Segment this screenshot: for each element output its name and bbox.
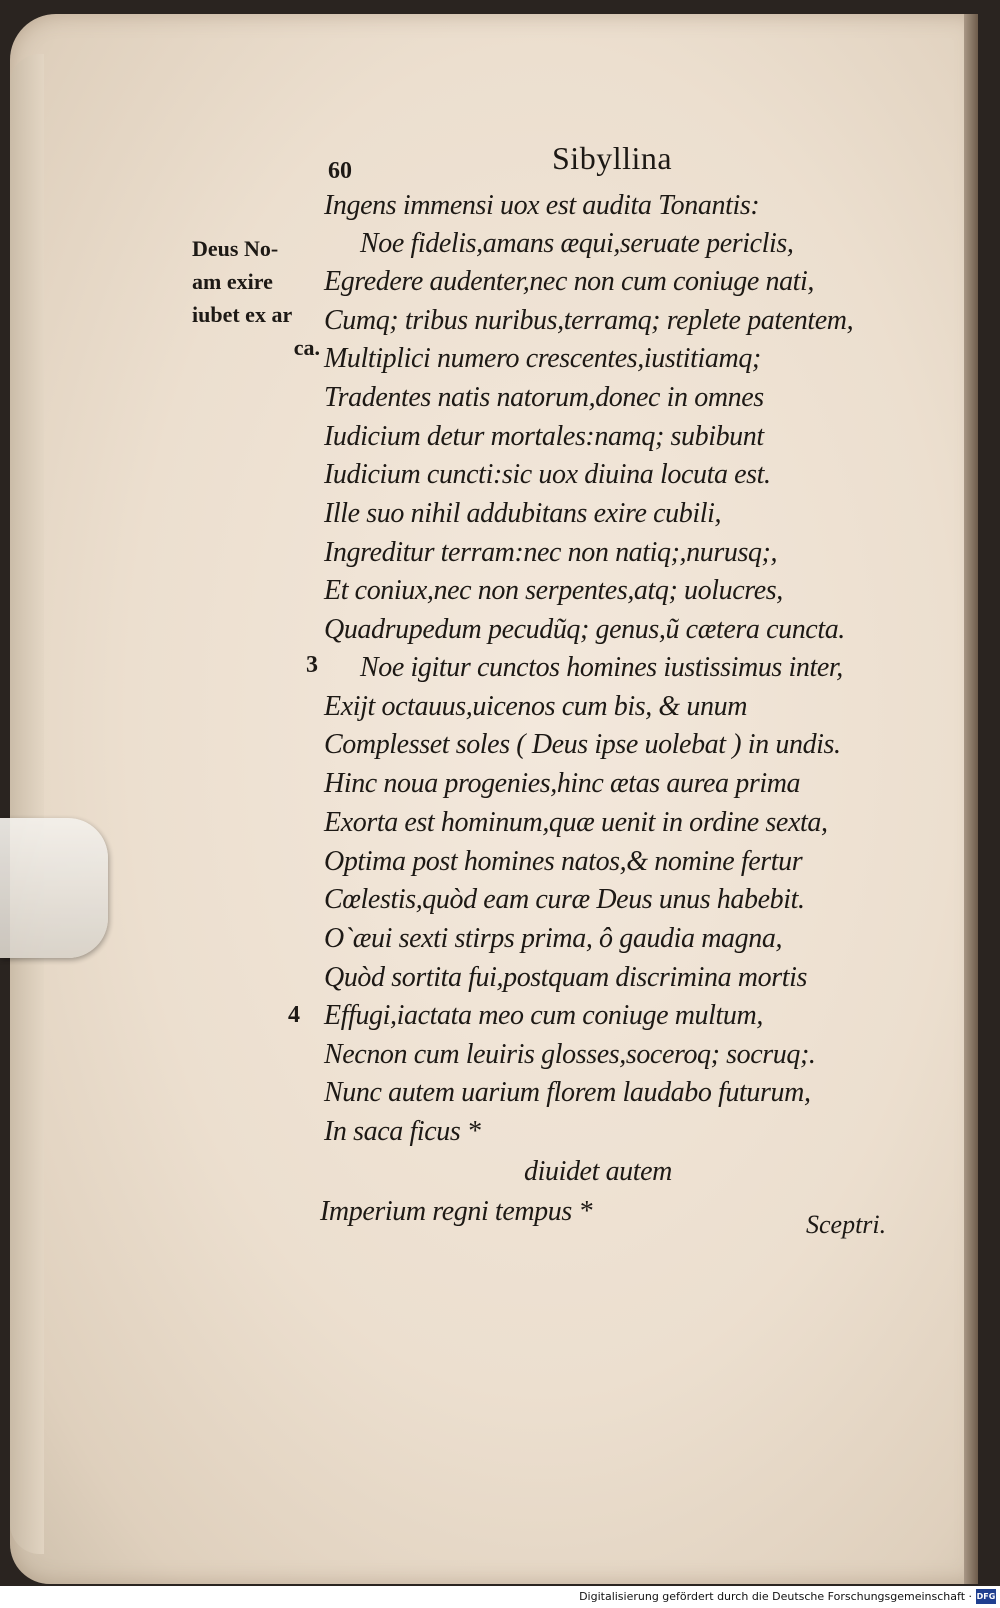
footer-credit: Digitalisierung gefördert durch die Deutsche Forschungsgemeinschaft · [579, 1590, 972, 1603]
text-line: Egredere audenter,nec non cum coniuge nati, [324, 266, 815, 297]
text-line: Quadrupedum pecudũq; genus,ũ cætera cuncta. [324, 614, 845, 645]
page-clip [0, 818, 108, 958]
margin-note-line: Deus No- [192, 236, 279, 261]
text-line: Et coniux,nec non serpentes,atq; uolucres, [324, 575, 783, 606]
text-line: Noe igitur cunctos homines iustissimus inter, [360, 652, 843, 683]
text-line: Iudicium cuncti:sic uox diuina locuta est. [324, 459, 771, 490]
footer-bar [0, 1586, 1000, 1608]
margin-note-line: am exire [192, 269, 273, 294]
text-line: diuidet autem [524, 1156, 672, 1187]
verse-number: 3 [306, 652, 318, 678]
text-line: Effugi,iactata meo cum coniuge multum, [324, 1000, 763, 1031]
text-line: Tradentes natis natorum,donec in omnes [324, 382, 764, 413]
running-title: Sibyllina [552, 140, 673, 176]
text-line: Noe fidelis,amans æqui,seruate periclis, [360, 228, 794, 259]
margin-note-line: ca. [293, 335, 320, 360]
dfg-logo-icon: DFG [976, 1589, 996, 1604]
text-line: Necnon cum leuiris glosses,soceroq; socruq;. [324, 1039, 816, 1070]
text-line: Multiplici numero crescentes,iustitiamq; [324, 343, 761, 374]
page-edge [10, 54, 44, 1554]
text-line: Ingreditur terram:nec non natiq;,nurusq;, [324, 537, 778, 568]
book-spine [964, 14, 978, 1584]
verse-number: 4 [288, 1002, 300, 1028]
text-line: Exijt octauus,uicenos cum bis, & unum [324, 691, 748, 722]
text-line: Hinc noua progenies,hinc ætas aurea prima [324, 768, 801, 799]
page-number: 60 [328, 158, 352, 184]
text-line: Nunc autem uarium florem laudabo futurum, [324, 1077, 811, 1108]
text-line: Optima post homines natos,& nomine fertur [324, 846, 803, 877]
text-line: Imperium regni tempus * [320, 1196, 593, 1227]
text-line: Cumq; tribus nuribus,terramq; replete patentem, [324, 305, 854, 336]
text-line: In saca ficus * [324, 1116, 481, 1147]
text-line: Ingens immensi uox est audita Tonantis: [324, 190, 760, 221]
margin-note [192, 232, 320, 364]
margin-note-line: iubet ex ar [192, 302, 293, 327]
text-line: O`æui sexti stirps prima, ô gaudia magna, [324, 923, 783, 954]
text-line: Complesset soles ( Deus ipse uolebat ) in undis. [324, 729, 841, 760]
catchword: Sceptri. [806, 1210, 887, 1239]
text-line: Ille suo nihil addubitans exire cubili, [324, 498, 722, 529]
text-line: Cœlestis,quòd eam curæ Deus unus habebit. [324, 884, 805, 915]
text-line: Quòd sortita fui,postquam discrimina mortis [324, 962, 807, 993]
text-line: Iudicium detur mortales:namq; subibunt [324, 421, 764, 452]
text-line: Exorta est hominum,quæ uenit in ordine sexta, [324, 807, 828, 838]
